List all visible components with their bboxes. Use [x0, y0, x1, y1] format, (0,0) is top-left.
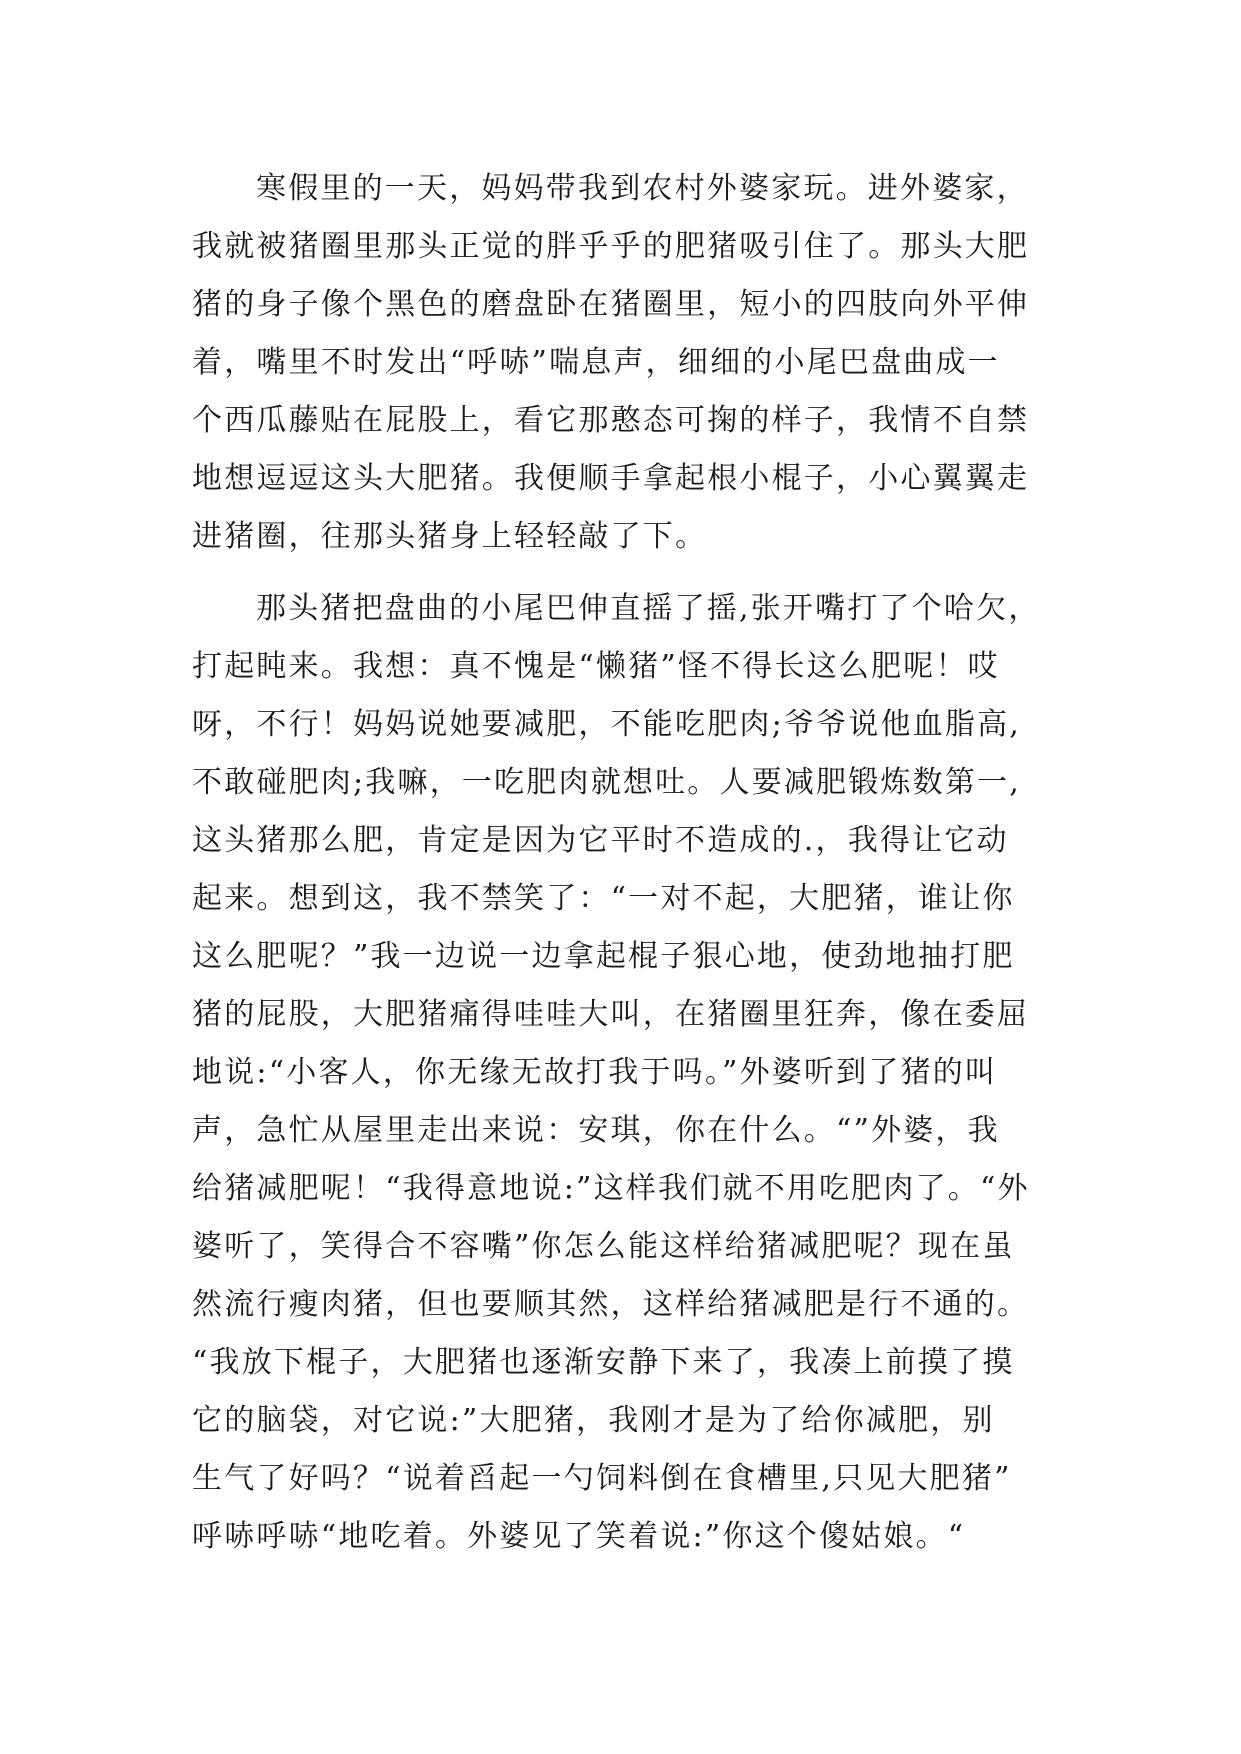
text-line: 它的脑袋，对它说:”大肥猪，我刚才是为了给你减肥，别	[192, 1403, 995, 1438]
paragraph-1	[192, 160, 1062, 566]
text-line: “我放下棍子，大肥猪也逐渐安静下来了，我凑上前摸了摸	[192, 1345, 1015, 1380]
text-line: 给猪减肥呢！“我得意地说:”这样我们就不用吃肥肉了。“外	[192, 1171, 1030, 1206]
text-line: 猪的身子像个黑色的磨盘卧在猪圈里，短小的四肢向外平伸	[192, 287, 1030, 322]
text-line: 地说:“小客人，你无缘无故打我于吗。”外婆听到了猪的叫	[192, 1055, 998, 1090]
text-line: 猪的屁股，大肥猪痛得哇哇大叫，在猪圈里狂奔，像在委屈	[192, 997, 1030, 1032]
paragraph-spacer	[192, 566, 1062, 580]
text-line: 婆听了，笑得合不容嘴”你怎么能这样给猪减肥呢？现在虽	[192, 1229, 1015, 1264]
text-line: 不敢碰肥肉;我嘛，一吃肥肉就想吐。人要减肥锻炼数第一,	[192, 765, 1022, 800]
text-line: 地想逗逗这头大肥猪。我便顺手拿起根小棍子，小心翼翼走	[192, 461, 1030, 496]
text-line: 个西瓜藤贴在屁股上，看它那憨态可掬的样子，我情不自禁	[192, 403, 1030, 438]
text-line: 呼哧呼哧“地吃着。外婆见了笑着说:”你这个傻姑娘。“	[192, 1519, 966, 1554]
text-line: 我就被猪圈里那头正觉的胖乎乎的肥猪吸引住了。那头大肥	[192, 229, 1030, 264]
paragraph-2	[192, 580, 1062, 1566]
text-line: 生气了好吗？“说着舀起一勺饲料倒在食槽里,只见大肥猪”	[192, 1461, 1012, 1496]
text-line: 打起盹来。我想：真不愧是“懒猪”怪不得长这么肥呢！哎	[192, 649, 1000, 684]
essay-text	[192, 160, 1062, 1566]
text-line: 着，嘴里不时发出“呼哧”喘息声，细细的小尾巴盘曲成一	[192, 345, 1000, 380]
text-line: 这么肥呢？”我一边说一边拿起棍子狠心地，使劲地抽打肥	[192, 939, 1015, 974]
text-line: 那头猪把盘曲的小尾巴伸直摇了摇,张开嘴打了个哈欠，	[256, 591, 1041, 626]
text-line: 呀，不行！妈妈说她要减肥，不能吃肥肉;爷爷说他血脂高,	[192, 707, 1022, 742]
text-line: 起来。想到这，我不禁笑了：“一对不起，大肥猪，谁让你	[192, 881, 1015, 916]
text-line: 进猪圈，往那头猪身上轻轻敲了下。	[192, 519, 708, 554]
text-line: 声，急忙从屋里走出来说：安琪，你在什么。“”外婆，我	[192, 1113, 1000, 1148]
text-line: 寒假里的一天，妈妈带我到农村外婆家玩。进外婆家，	[256, 171, 1029, 206]
text-line: 这头猪那么肥，肯定是因为它平时不造成的.，我得让它动	[192, 823, 1009, 858]
text-line: 然流行瘦肉猪，但也要顺其然，这样给猪减肥是行不通的。	[192, 1287, 1030, 1322]
